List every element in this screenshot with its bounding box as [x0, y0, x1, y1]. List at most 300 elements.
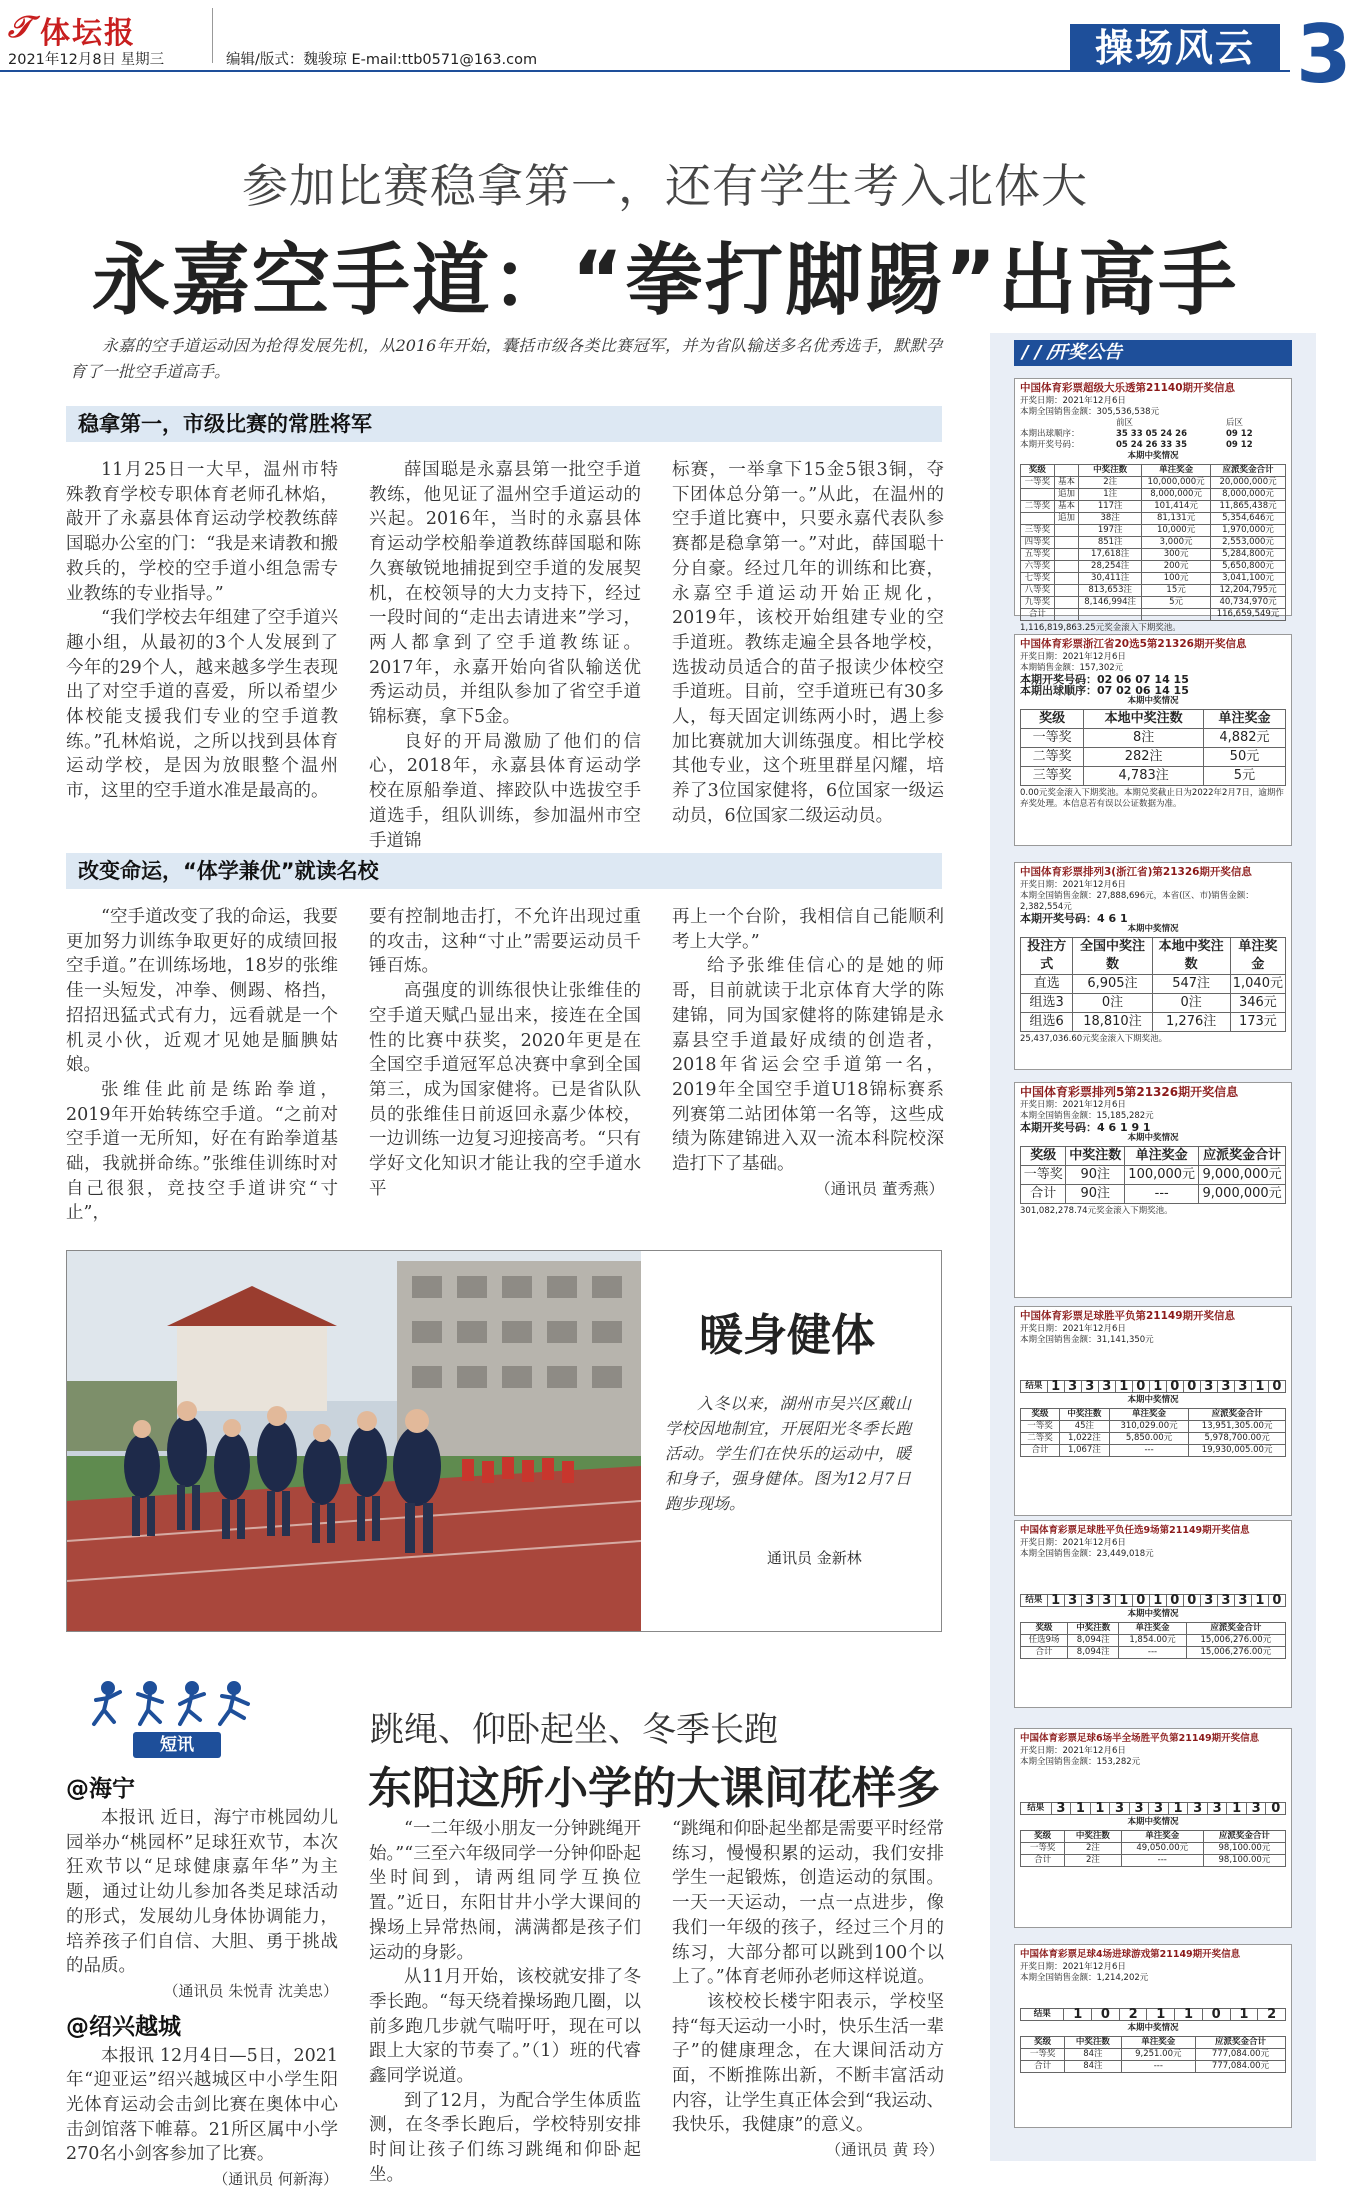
- result-cell: 0: [1132, 1595, 1149, 1607]
- table-cell: 17,618注: [1079, 549, 1142, 561]
- result-cell: 2: [1119, 2009, 1147, 2021]
- paragraph: 再上一个台阶，我相信自己能顺利考上大学。”: [672, 907, 944, 952]
- lot-info: 本期中奖情况: [1127, 451, 1179, 461]
- table-cell: 合计: [1021, 1185, 1066, 1204]
- table-header-cell: 奖级: [1021, 710, 1084, 729]
- lot-info: 本期中奖情况: [1127, 1133, 1179, 1143]
- table-cell: 1注: [1079, 489, 1142, 501]
- table-cell: [1054, 609, 1078, 621]
- table-cell: 1,067注: [1059, 1445, 1109, 1457]
- table-row: [1021, 1635, 1286, 1647]
- table-cell: 3,000元: [1142, 537, 1211, 549]
- article1-s1-col1: [66, 458, 338, 804]
- table-cell: 二等奖: [1021, 501, 1055, 513]
- result-cell: 1: [1168, 1803, 1188, 1815]
- table-row: [1021, 1855, 1286, 1867]
- table-cell: 一等奖: [1021, 2049, 1065, 2061]
- result-cell: 0: [1202, 2009, 1230, 2021]
- lottery-sfc: [1014, 1306, 1292, 1516]
- lot-sales: 本期全国销售金额：305,536,538元: [1020, 407, 1160, 417]
- paragraph: 张维佳此前是练跆拳道，2019年开始转练空手道。“之前对空手道一无所知，好在有跆拳道基础，我就拼命练。”张维佳训练时对自己很狠，竞技空手道讲究“寸止”，: [66, 1079, 338, 1224]
- result-cell: 1: [1147, 2009, 1175, 2021]
- lot-table: [1020, 1830, 1286, 1867]
- lot-info: 本期中奖情况: [1127, 2023, 1179, 2033]
- result-label: 结果: [1021, 1803, 1052, 1815]
- table-cell: 50元: [1203, 748, 1285, 767]
- brief-item-1: [66, 1772, 338, 2004]
- result-cell: 3: [1217, 1381, 1234, 1393]
- article1-title: 永嘉空手道：“拳打脚踢”出高手: [91, 236, 1239, 326]
- lot-date: 开奖日期：2021年12月6日: [1020, 1962, 1126, 1972]
- table-header-cell: 单注奖金: [1109, 1409, 1188, 1421]
- table-header-cell: 奖级: [1021, 465, 1055, 477]
- result-cell: 3: [1188, 1803, 1208, 1815]
- article1-s1-col2: [369, 458, 641, 853]
- table-cell: 1,854.00元: [1119, 1635, 1186, 1647]
- result-row: [1021, 1803, 1286, 1815]
- result-cell: 3: [1064, 1595, 1081, 1607]
- table-cell: 98,100.00元: [1203, 1843, 1285, 1855]
- table-cell: 二等奖: [1021, 748, 1084, 767]
- table-cell: 合计: [1021, 609, 1055, 621]
- table-cell: 8,000,000元: [1142, 489, 1211, 501]
- header-divider: [212, 8, 213, 63]
- paragraph: 11月25日一大早，温州市特殊教育学校专职体育老师孔林焰，敲开了永嘉县体育运动学校教练薛国聪办公室的门：“我是来请教和搬救兵的，学校的空手道小组急需专业教练的专业指导。”: [66, 460, 338, 604]
- table-header-row: [1021, 1623, 1286, 1635]
- lot-note: 0.00元奖金滚入下期奖池。本期兑奖截止日为2022年2月7日，逾期作弃奖处理。本信息若有误以公证数据为准。: [1020, 788, 1284, 809]
- table-row: [1021, 1185, 1286, 1204]
- lot-date: 开奖日期：2021年12月6日: [1020, 396, 1126, 406]
- table-row: [1021, 1647, 1286, 1659]
- table-cell: [1142, 609, 1211, 621]
- lot-front-back: 前区 后区: [1116, 418, 1244, 428]
- article1-s1-col3: [672, 458, 944, 829]
- result-cell: 1: [1227, 1803, 1247, 1815]
- article1-s2-col1: [66, 905, 338, 1226]
- table-cell: 合计: [1021, 1855, 1065, 1867]
- table-cell: 5,354,646元: [1211, 513, 1286, 525]
- table-cell: 282注: [1084, 748, 1204, 767]
- brief-text: 本报讯 12月4日—5日，2021年“迎亚运”绍兴越城区中小学生阳光体育运动会击剑比赛在奥体中心击剑馆落下帷幕。21所区属中小学270名小剑客参加了比赛。: [66, 2045, 338, 2165]
- article1-lead: [70, 333, 942, 385]
- table-header-cell: 奖级: [1021, 1623, 1068, 1635]
- lot-table: [1020, 1408, 1286, 1457]
- result-cell: 3: [1081, 1595, 1098, 1607]
- table-header-cell: 应派奖金合计: [1186, 1623, 1285, 1635]
- section-label: 操场风云: [1070, 24, 1280, 72]
- table-cell: 8,094注: [1068, 1647, 1119, 1659]
- result-cell: 0: [1268, 1595, 1285, 1607]
- table-cell: 49,050.00元: [1121, 1843, 1203, 1855]
- lottery-4cjq: [1014, 1944, 1292, 2128]
- table-header-cell: 中奖注数: [1059, 1409, 1109, 1421]
- table-cell: 二等奖: [1021, 1433, 1060, 1445]
- result-cell: 3: [1234, 1595, 1251, 1607]
- table-row: [1021, 767, 1286, 786]
- table-header-row: [1021, 465, 1286, 477]
- lot-sales: 本期全国销售金额：153,282元: [1020, 1757, 1141, 1767]
- table-cell: ---: [1121, 1855, 1203, 1867]
- table-row: [1021, 1433, 1286, 1445]
- table-cell: 三等奖: [1021, 767, 1084, 786]
- table-cell: [1054, 549, 1078, 561]
- lot-sales: 本期全国销售金额：31,141,350元: [1020, 1335, 1154, 1345]
- result-cell: 1: [1230, 2009, 1258, 2021]
- table-row: [1021, 1421, 1286, 1433]
- lottery-header: [1014, 340, 1292, 366]
- result-label: 结果: [1021, 2009, 1064, 2021]
- table-cell: 117注: [1079, 501, 1142, 513]
- table-header-cell: 单注奖金: [1121, 1831, 1203, 1843]
- subheading-2: 改变命运，“体学兼优”就读名校: [66, 853, 942, 889]
- table-cell: ---: [1119, 1647, 1186, 1659]
- table-cell: 10,000元: [1142, 525, 1211, 537]
- table-cell: 任选9场: [1021, 1635, 1068, 1647]
- result-cell: 0: [1183, 1381, 1200, 1393]
- table-cell: 84注: [1065, 2061, 1121, 2073]
- table-cell: 30,411注: [1079, 573, 1142, 585]
- result-row: [1021, 1381, 1286, 1393]
- lot-date: 开奖日期：2021年12月6日: [1020, 1100, 1126, 1110]
- table-cell: 5元: [1142, 597, 1211, 609]
- table-cell: 197注: [1079, 525, 1142, 537]
- lot-table: [1020, 1146, 1286, 1204]
- table-cell: 四等奖: [1021, 537, 1055, 549]
- table-cell: 一等奖: [1021, 477, 1055, 489]
- table-header-cell: 中奖注数: [1068, 1623, 1119, 1635]
- table-row: [1021, 513, 1286, 525]
- table-cell: 100,000元: [1125, 1166, 1199, 1185]
- brief-head: @绍兴越城: [66, 2013, 181, 2040]
- result-cell: 3: [1064, 1381, 1081, 1393]
- brief-credit: （通讯员 何新海）: [213, 2170, 338, 2189]
- paragraph: “空手道改变了我的命运，我要更加努力训练争取更好的成绩回报空手道。”在训练场地，18岁的张维佳一头短发，冲拳、侧踢、格挡，招招迅猛式式有力，远看就是一个机灵小伙，近观才见她是腼腆姑娘。: [66, 907, 338, 1076]
- lot-result: [1020, 2008, 1286, 2021]
- lot-title: 中国体育彩票足球胜平负第21149期开奖信息: [1020, 1310, 1236, 1322]
- masthead-logo-icon: 𝒯: [8, 10, 31, 45]
- lot-win: 本期开奖号码：4 6 1: [1020, 912, 1128, 925]
- result-cell: 3: [1110, 1803, 1130, 1815]
- table-header-cell: 本地中奖注数: [1084, 710, 1204, 729]
- slash-icon: / / /: [1022, 342, 1055, 363]
- table-cell: 81,131元: [1142, 513, 1211, 525]
- lot-table: [1020, 937, 1286, 1032]
- table-cell: 8,094注: [1068, 1635, 1119, 1647]
- table-header-row: [1021, 1831, 1286, 1843]
- table-row: [1021, 975, 1286, 994]
- paragraph: 从11月开始，该校就安排了冬季长跑。“每天绕着操场跑几圈，以前多跑几步就气喘吁吁，现在可以跟上大家的节奏了。”（1）班的代睿鑫同学说道。: [369, 1967, 641, 2087]
- lot-result: [1020, 1594, 1286, 1607]
- brief-head: @海宁: [66, 1776, 135, 1802]
- table-cell: 追加: [1054, 513, 1078, 525]
- lot-win: 本期开奖号码：02 06 07 14 15: [1020, 673, 1189, 686]
- article1-s2-col3: [672, 905, 944, 1201]
- table-row: [1021, 1445, 1286, 1457]
- result-cell: 3: [1246, 1803, 1266, 1815]
- result-cell: 3: [1098, 1381, 1115, 1393]
- article2-credit: （通讯员 黄 玲）: [825, 2141, 944, 2160]
- lot-info: 本期中奖情况: [1127, 1395, 1179, 1405]
- brief-list: [66, 1772, 338, 2192]
- table-header-cell: 奖级: [1021, 1409, 1060, 1421]
- table-header-cell: 单注奖金: [1203, 710, 1285, 729]
- article2-title: 东阳这所小学的大课间花样多: [368, 1763, 940, 1814]
- table-header-cell: 奖级: [1021, 1831, 1065, 1843]
- table-cell: 4,882元: [1203, 729, 1285, 748]
- result-cell: 0: [1266, 1803, 1286, 1815]
- lottery-daletou: [1014, 378, 1292, 633]
- table-cell: 547注: [1152, 975, 1230, 994]
- table-cell: 84注: [1065, 2049, 1121, 2061]
- running-students-photo: [67, 1251, 641, 1631]
- result-cell: 3: [1098, 1595, 1115, 1607]
- result-cell: 1: [1047, 1595, 1064, 1607]
- lot-order: 本期出球顺序： 35 33 05 24 26 09 12: [1020, 429, 1253, 439]
- brief-text: 本报讯 近日，海宁市桃园幼儿园举办“桃园杯”足球狂欢节，本次狂欢节以“足球健康嘉年华”为主题，通过让幼儿参加各类足球活动的形式，发展幼儿身体协调能力，培养孩子们自信、大胆、勇于挑战的品质。: [66, 1808, 338, 1977]
- paragraph: 到了12月，为配合学生体质监测，在冬季长跑后，学校特别安排时间让孩子们练习跳绳和仰卧起坐。: [369, 2090, 641, 2185]
- lottery-rx9: [1014, 1520, 1292, 1708]
- page-number: 3: [1296, 8, 1352, 101]
- table-cell: 2注: [1065, 1843, 1121, 1855]
- table-header-cell: [1054, 465, 1078, 477]
- lot-info: 本期中奖情况: [1127, 696, 1179, 706]
- result-cell: 3: [1129, 1803, 1149, 1815]
- table-cell: 八等奖: [1021, 585, 1055, 597]
- table-cell: [1054, 525, 1078, 537]
- table-row: [1021, 537, 1286, 549]
- table-row: [1021, 501, 1286, 513]
- lot-sales: 本期全国销售金额：27,888,696元，本省(区、市)销售金额：2,382,554元: [1020, 891, 1254, 912]
- lot-note: 301,082,278.74元奖金滚入下期奖池。: [1020, 1206, 1173, 1216]
- lot-win: 本期开奖号码： 05 24 26 33 35 09 12: [1020, 440, 1253, 450]
- table-cell: 100元: [1142, 573, 1211, 585]
- table-header-cell: 应派奖金合计: [1199, 1147, 1286, 1166]
- table-cell: 90注: [1066, 1185, 1125, 1204]
- lot-title: 中国体育彩票足球6场半全场胜平负第21149期开奖信息: [1020, 1733, 1260, 1744]
- table-cell: 9,000,000元: [1199, 1166, 1286, 1185]
- result-cell: 2: [1258, 2009, 1286, 2021]
- table-cell: 15,006,276.00元: [1186, 1647, 1285, 1659]
- table-cell: 777,084.00元: [1195, 2061, 1285, 2073]
- table-cell: [1054, 537, 1078, 549]
- masthead-title: 体坛报: [40, 16, 136, 51]
- lot-title: 中国体育彩票足球4场进球游戏第21149期开奖信息: [1020, 1949, 1241, 1960]
- table-header-row: [1021, 710, 1286, 729]
- lot-sales: 本期全国销售金额：15,185,282元: [1020, 1111, 1154, 1121]
- lottery-pl5: [1014, 1082, 1292, 1298]
- table-cell: 98,100.00元: [1203, 1855, 1285, 1867]
- article2-col1: [369, 1817, 641, 2188]
- brief-item-2: [66, 2010, 338, 2192]
- result-cell: 1: [1071, 1803, 1091, 1815]
- photo-credit: 通讯员 金新林: [767, 1549, 862, 1567]
- article1-kicker: 参加比赛稳拿第一，还有学生考入北体大: [242, 159, 1088, 213]
- paragraph: 良好的开局激励了他们的信心，2018年，永嘉县体育运动学校在原船拳道、摔跤队中选拔空手道选手，组队训练，参加温州市空手道锦: [369, 731, 641, 851]
- paragraph: “我们学校去年组建了空手道兴趣小组，从最初的3个人发展到了今年的29个人，越来越多学生表现出了对空手道的喜爱，所以希望少体校能支援我们专业的空手道教练。”孔林焰说，之所以找到县体育运动学校，是因为放眼整个温州市，这里的空手道水准是最高的。: [66, 608, 338, 802]
- issue-date: 2021年12月8日 星期三: [8, 52, 165, 68]
- table-cell: 851注: [1079, 537, 1142, 549]
- photo-box: [66, 1250, 942, 1632]
- table-row: [1021, 489, 1286, 501]
- article2-kicker: 跳绳、仰卧起坐、冬季长跑: [370, 1710, 778, 1750]
- table-row: [1021, 994, 1286, 1013]
- table-row: [1021, 2049, 1286, 2061]
- table-cell: 七等奖: [1021, 573, 1055, 585]
- table-cell: [1054, 585, 1078, 597]
- table-cell: 5,650,800元: [1211, 561, 1286, 573]
- table-cell: 六等奖: [1021, 561, 1055, 573]
- paragraph: 给予张维佳信心的是她的师哥，目前就读于北京体育大学的陈建锦，同为国家健将的陈建锦是永嘉县空手道最好成绩的创造者，2018年省运会空手道第一名，2019年全国空手道U18锦标赛系列赛第二站团体第一名等，这些成绩为陈建锦进入双一流本科院校深造打下了基础。: [672, 956, 944, 1175]
- result-cell: 0: [1166, 1381, 1183, 1393]
- table-cell: 90注: [1066, 1166, 1125, 1185]
- table-cell: [1054, 597, 1078, 609]
- table-row: [1021, 1843, 1286, 1855]
- result-cell: 3: [1217, 1595, 1234, 1607]
- table-header-cell: 奖级: [1021, 1147, 1066, 1166]
- table-row: [1021, 1166, 1286, 1185]
- lot-date: 开奖日期：2021年12月6日: [1020, 1324, 1126, 1334]
- lot-result: [1020, 1380, 1286, 1393]
- table-cell: 3,041,100元: [1211, 573, 1286, 585]
- table-cell: 2注: [1065, 1855, 1121, 1867]
- table-header-cell: 单注奖金: [1230, 938, 1285, 975]
- table-header-cell: 单注奖金: [1142, 465, 1211, 477]
- lot-date: 开奖日期：2021年12月6日: [1020, 1746, 1126, 1756]
- table-cell: 2,553,000元: [1211, 537, 1286, 549]
- table-cell: 一等奖: [1021, 1843, 1065, 1855]
- table-cell: [1079, 609, 1142, 621]
- paragraph: “一二年级小朋友一分钟跳绳开始。”“三至六年级同学一分钟仰卧起坐时间到，请两组同学互换位置。”近日，东阳甘井小学大课间的操场上异常热闹，满满都是孩子们运动的身影。: [369, 1819, 641, 1963]
- table-cell: 合计: [1021, 2061, 1065, 2073]
- paragraph: 高强度的训练很快让张维佳的空手道天赋凸显出来，接连在全国性的比赛中获奖，2020年更是在全国空手道冠军总决赛中拿到全国第三，成为国家健将。已是省队队员的张维佳日前返回永嘉少体校，一边训练一边复习迎接高考。“只有学好文化知识才能让我的空手道水平: [369, 981, 641, 1199]
- photo-title: 暖身健体: [699, 1310, 875, 1361]
- result-row: [1021, 1595, 1286, 1607]
- masthead: [8, 8, 213, 51]
- lot-result: [1020, 1802, 1286, 1815]
- result-cell: 1: [1115, 1595, 1132, 1607]
- table-cell: 11,865,438元: [1211, 501, 1286, 513]
- result-label: 结果: [1021, 1595, 1048, 1607]
- table-cell: 0注: [1152, 994, 1230, 1013]
- table-cell: 18,810注: [1073, 1013, 1152, 1032]
- lot-table: [1020, 1622, 1286, 1659]
- table-cell: [1054, 561, 1078, 573]
- table-cell: 8,146,994注: [1079, 597, 1142, 609]
- table-cell: 5,850.00元: [1109, 1433, 1188, 1445]
- lot-table: [1020, 709, 1286, 786]
- table-cell: [1021, 489, 1055, 501]
- table-cell: 4,783注: [1084, 767, 1204, 786]
- article1-credit: （通讯员 董秀燕）: [815, 1179, 944, 1198]
- lot-table: [1020, 2036, 1286, 2073]
- result-cell: 0: [1092, 2009, 1120, 2021]
- table-cell: 一等奖: [1021, 729, 1084, 748]
- result-cell: 3: [1207, 1803, 1227, 1815]
- table-cell: 追加: [1054, 489, 1078, 501]
- table-row: [1021, 729, 1286, 748]
- result-cell: 3: [1200, 1381, 1217, 1393]
- result-cell: 0: [1183, 1595, 1200, 1607]
- result-cell: 1: [1115, 1381, 1132, 1393]
- table-header-cell: 应派奖金合计: [1203, 1831, 1285, 1843]
- table-cell: [1054, 573, 1078, 585]
- table-header-cell: 中奖注数: [1079, 465, 1142, 477]
- lot-date: 开奖日期：2021年12月6日: [1020, 880, 1126, 890]
- lottery-header-label: 开奖公告: [1050, 342, 1122, 363]
- table-cell: [1021, 513, 1055, 525]
- table-cell: 9,000,000元: [1199, 1185, 1286, 1204]
- result-cell: 1: [1064, 2009, 1092, 2021]
- lot-note: 1,116,819,863.25元奖金滚入下期奖池。: [1020, 623, 1181, 633]
- table-cell: 5元: [1203, 767, 1285, 786]
- table-header-row: [1021, 1409, 1286, 1421]
- paragraph: “跳绳和仰卧起坐都是需要平时经常练习，慢慢积累的运动，我们安排学生一起锻炼，创造运动的氛围。一天一天运动，一点一点进步，像我们一年级的孩子，经过三个月的练习，大部分都可以跳到100个以上了。”体育老师孙老师这样说道。: [672, 1819, 944, 1988]
- lot-title: 中国体育彩票浙江省20选5第21326期开奖信息: [1020, 638, 1247, 650]
- brief-label: 短讯: [133, 1732, 221, 1758]
- lot-sales: 本期全国销售金额：1,214,202元: [1020, 1973, 1149, 1983]
- result-cell: 1: [1251, 1595, 1268, 1607]
- editor-line: 编辑/版式：魏骏琼 E-mail:ttb0571@163.com: [226, 52, 538, 68]
- result-cell: 1: [1149, 1595, 1166, 1607]
- table-row: [1021, 1013, 1286, 1032]
- table-header-cell: 应派奖金合计: [1195, 2037, 1285, 2049]
- lot-info: 本期中奖情况: [1127, 1817, 1179, 1827]
- lot-title: 中国体育彩票超级大乐透第21140期开奖信息: [1020, 382, 1236, 394]
- table-header-cell: 应派奖金合计: [1189, 1409, 1286, 1421]
- table-cell: 173元: [1230, 1013, 1285, 1032]
- table-cell: 组选6: [1021, 1013, 1073, 1032]
- result-cell: 1: [1047, 1381, 1064, 1393]
- table-cell: 45注: [1059, 1421, 1109, 1433]
- table-cell: 310,029.00元: [1109, 1421, 1188, 1433]
- table-header-cell: 中奖注数: [1065, 2037, 1121, 2049]
- table-header-row: [1021, 1147, 1286, 1166]
- table-cell: 10,000,000元: [1142, 477, 1211, 489]
- table-cell: 2注: [1079, 477, 1142, 489]
- table-row: [1021, 549, 1286, 561]
- result-cell: 1: [1090, 1803, 1110, 1815]
- table-cell: 40,734,970元: [1211, 597, 1286, 609]
- lottery-zj20x5: [1014, 634, 1292, 846]
- table-cell: 三等奖: [1021, 525, 1055, 537]
- result-label: 结果: [1021, 1381, 1048, 1393]
- table-row: [1021, 525, 1286, 537]
- result-cell: 3: [1149, 1803, 1169, 1815]
- lottery-6cbqc: [1014, 1728, 1292, 1928]
- table-header-row: [1021, 2037, 1286, 2049]
- brief-credit: （通讯员 朱悦青 沈美忠）: [163, 1981, 338, 2000]
- table-row: [1021, 585, 1286, 597]
- table-header-cell: 投注方式: [1021, 938, 1073, 975]
- lot-note: 25,437,036.60元奖金滚入下期奖池。: [1020, 1034, 1168, 1044]
- table-cell: 813,653注: [1079, 585, 1142, 597]
- lot-sales: 本期销售金额：157,302元: [1020, 663, 1124, 673]
- table-cell: 1,022注: [1059, 1433, 1109, 1445]
- paragraph: 该校校长楼宇阳表示，学校坚持“每天运动一小时，快乐生活一辈子”的健康理念，在大课间活动方面，不断推陈出新，不断丰富活动内容，让学生真正体会到“我运动、我快乐，我健康”的意义。: [672, 1991, 944, 2136]
- table-cell: 346元: [1230, 994, 1285, 1013]
- result-cell: 0: [1132, 1381, 1149, 1393]
- table-row: [1021, 573, 1286, 585]
- lot-order: 本期出球顺序：07 02 06 14 15: [1020, 684, 1189, 697]
- paragraph: 要有控制地击打，不允许出现过重的攻击，这种“寸止”需要运动员千锤百炼。: [369, 907, 641, 977]
- result-cell: 1: [1149, 1381, 1166, 1393]
- table-cell: 1,970,000元: [1211, 525, 1286, 537]
- table-cell: 777,084.00元: [1195, 2049, 1285, 2061]
- table-cell: 组选3: [1021, 994, 1073, 1013]
- lottery-pl3: [1014, 862, 1292, 1070]
- table-cell: 8,000,000元: [1211, 489, 1286, 501]
- lot-win: 本期开奖号码：4 6 1 9 1: [1020, 1121, 1151, 1134]
